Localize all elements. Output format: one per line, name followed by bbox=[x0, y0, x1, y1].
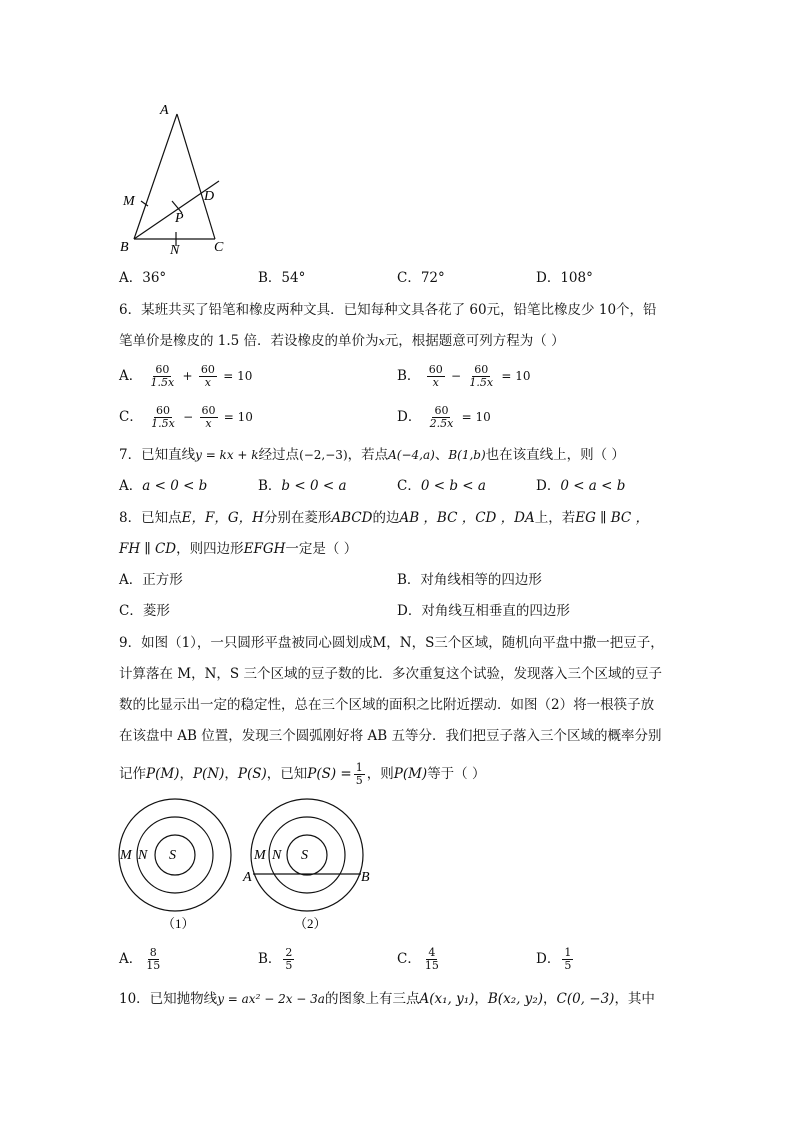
option-label: C． bbox=[397, 478, 421, 494]
numerator: 60 bbox=[474, 363, 489, 376]
fig2-region-m: M bbox=[254, 848, 266, 863]
q8-shape: ABCD bbox=[331, 510, 373, 526]
numerator: 4 bbox=[428, 946, 436, 959]
q9-pm: P(M) bbox=[146, 766, 180, 782]
q9-option-c[interactable] bbox=[397, 942, 443, 976]
q9-line-1: 9．如图（1），一只圆形平盘被同心圆划成M，N，S三个区域，随机向平盘中撒一把豆子， bbox=[119, 635, 664, 651]
q8-text: 上，若 bbox=[534, 510, 576, 526]
option-label: A． bbox=[119, 478, 143, 494]
q10-stem bbox=[119, 989, 655, 1009]
q8-option-a[interactable]: A．正方形 bbox=[119, 572, 183, 588]
q7-text: 也在该直线上，则（ ） bbox=[485, 447, 625, 463]
q7-point-b: B(1,b) bbox=[448, 448, 486, 462]
denominator: 15 bbox=[146, 959, 161, 972]
q9-text: ，则 bbox=[366, 766, 394, 782]
fig1-region-s: S bbox=[169, 848, 176, 863]
q7-point: (−2,−3) bbox=[299, 448, 348, 462]
option-label: D． bbox=[397, 409, 422, 425]
denominator: 1.5x bbox=[150, 376, 175, 389]
q7-equation: y = kx + k bbox=[195, 448, 259, 462]
q9-option-d[interactable] bbox=[536, 942, 575, 976]
q8-option-d[interactable]: D．对角线互相垂直的四边形 bbox=[397, 603, 570, 619]
q9-text: 记作 bbox=[119, 766, 146, 782]
fig2-region-n: N bbox=[272, 848, 282, 863]
q9-ps: P(S) bbox=[237, 766, 267, 782]
q7-option-b[interactable] bbox=[258, 476, 347, 496]
q5-option-d[interactable]: D．108° bbox=[536, 270, 593, 286]
fig2-caption: （2） bbox=[294, 916, 327, 931]
rhs: = 10 bbox=[223, 410, 253, 424]
numerator: 1 bbox=[355, 761, 363, 774]
q5-option-b[interactable]: B．54° bbox=[258, 270, 306, 286]
q7-option-d[interactable] bbox=[536, 476, 625, 496]
q5-option-c[interactable]: C．72° bbox=[397, 270, 445, 286]
q7-text: 经过点 bbox=[258, 447, 300, 463]
option-label: C． bbox=[119, 409, 143, 425]
fraction bbox=[283, 947, 294, 972]
q6-variable: x bbox=[378, 335, 385, 348]
fraction bbox=[149, 364, 177, 389]
denominator: x bbox=[432, 376, 439, 389]
q9-text: ，已知 bbox=[266, 766, 308, 782]
q6-option-b[interactable] bbox=[397, 360, 531, 392]
denominator: 5 bbox=[355, 774, 363, 787]
q10-text: 10．已知抛物线 bbox=[119, 991, 218, 1007]
q8-condition: EG ∥ BC ， bbox=[575, 510, 649, 526]
denominator: x bbox=[205, 417, 212, 430]
vertex-a-label: A bbox=[160, 103, 169, 118]
q8-option-c[interactable]: C．菱形 bbox=[119, 603, 170, 619]
point-m-label: M bbox=[123, 194, 135, 209]
fraction bbox=[354, 762, 365, 787]
q8-text: ，则四边形 bbox=[176, 541, 244, 557]
fraction bbox=[428, 405, 456, 430]
option-label: D． bbox=[536, 951, 561, 967]
rhs: = 10 bbox=[461, 410, 491, 424]
numerator: 1 bbox=[564, 946, 572, 959]
q9-ask: P(M) bbox=[393, 766, 428, 782]
point-p-label: P bbox=[175, 211, 184, 226]
numerator: 8 bbox=[149, 946, 157, 959]
q9-sep: ， bbox=[224, 766, 238, 782]
q7-text: ，若点 bbox=[347, 447, 389, 463]
q9-given: P(S) = bbox=[307, 766, 352, 782]
q7-sep: 、 bbox=[434, 447, 449, 463]
numerator: 60 bbox=[200, 363, 215, 376]
q8-option-b[interactable]: B．对角线相等的四边形 bbox=[397, 572, 542, 588]
fig1-caption: （1） bbox=[162, 916, 195, 931]
q8-line-1 bbox=[119, 508, 649, 528]
q9-line-5 bbox=[119, 757, 485, 791]
q6-text-end: 元，根据题意可列方程为（ ） bbox=[384, 333, 565, 349]
fig2-point-a: A bbox=[243, 870, 252, 885]
fraction bbox=[423, 947, 441, 972]
vertex-c-label: C bbox=[214, 240, 224, 255]
triangle-figure bbox=[110, 98, 250, 258]
q7-option-c[interactable] bbox=[397, 476, 486, 496]
q10-equation: y = ax² − 2x − 3a bbox=[217, 992, 325, 1006]
q7-option-a[interactable] bbox=[119, 476, 207, 496]
denominator: 5 bbox=[285, 959, 293, 972]
q6-text: 笔单价是橡皮的 1.5 倍．若设橡皮的单价为 bbox=[119, 333, 379, 349]
denominator: x bbox=[204, 376, 212, 389]
q8-condition: FH ∥ CD bbox=[119, 541, 177, 557]
denominator: 1.5x bbox=[151, 417, 175, 430]
option-label: B． bbox=[397, 368, 421, 384]
q6-line-1: 6．某班共买了铅笔和橡皮两种文具．已知每种文具各花了 60元，铅笔比橡皮少 10个，铅 bbox=[119, 302, 657, 318]
option-label: A． bbox=[119, 951, 143, 967]
q7-point-a: A(−4,a) bbox=[388, 448, 435, 462]
denominator: 2.5x bbox=[429, 417, 454, 430]
q8-points: E，F，G，H bbox=[181, 510, 264, 526]
q9-sep: ， bbox=[179, 766, 193, 782]
q10-sep: ， bbox=[543, 991, 557, 1007]
numerator: 60 bbox=[428, 363, 443, 376]
fraction bbox=[149, 405, 177, 430]
q9-option-b[interactable] bbox=[258, 942, 296, 976]
q8-line-2 bbox=[119, 539, 357, 559]
q6-option-a[interactable] bbox=[119, 360, 252, 392]
q10-point-b: B(x₂, y₂) bbox=[487, 991, 543, 1007]
denominator: 1.5x bbox=[469, 376, 494, 389]
rhs: = 10 bbox=[223, 369, 253, 383]
concentric-circles-figures bbox=[112, 797, 382, 937]
q8-text: 分别在菱形 bbox=[263, 510, 332, 526]
option-math: a < 0 < b bbox=[142, 478, 208, 494]
q8-text: 一定是（ ） bbox=[285, 541, 358, 557]
q8-text: 8．已知点 bbox=[119, 510, 182, 526]
q8-text: 的边 bbox=[372, 510, 400, 526]
fraction bbox=[467, 364, 495, 389]
point-d-label: D bbox=[204, 189, 215, 204]
q8-shape: EFGH bbox=[243, 541, 286, 557]
option-math: 0 < a < b bbox=[560, 478, 626, 494]
fraction bbox=[144, 947, 162, 972]
q6-option-c[interactable] bbox=[119, 401, 253, 433]
q9-line-3: 数的比显示出一定的稳定性，总在三个区域的面积之比附近摆动．如图（2）将一根筷子放 bbox=[119, 697, 655, 713]
numerator: 60 bbox=[201, 404, 216, 417]
numerator: 60 bbox=[155, 363, 170, 376]
denominator: 5 bbox=[564, 959, 572, 972]
option-math: 0 < b < a bbox=[420, 478, 486, 494]
q9-option-a[interactable] bbox=[119, 942, 164, 976]
q9-text: 等于（ ） bbox=[427, 766, 486, 782]
q10-text: ，其中 bbox=[614, 991, 655, 1007]
option-label: D． bbox=[536, 478, 561, 494]
q8-sides: AB ，BC ，CD ，DA bbox=[399, 510, 535, 526]
fig1-region-n: N bbox=[138, 848, 148, 863]
option-label: C． bbox=[397, 951, 421, 967]
fraction bbox=[562, 947, 573, 972]
q10-sep: ， bbox=[474, 991, 488, 1007]
q9-pn: P(N) bbox=[192, 766, 225, 782]
denominator: 15 bbox=[424, 959, 439, 972]
numerator: 2 bbox=[285, 946, 293, 959]
fraction bbox=[199, 364, 217, 389]
q6-option-d[interactable] bbox=[397, 401, 491, 433]
q9-line-2: 计算落在 M，N，S 三个区域的豆子数的比．多次重复这个试验，发现落入三个区域的豆子 bbox=[119, 666, 662, 682]
operator: − bbox=[183, 410, 194, 424]
vertex-b-label: B bbox=[120, 240, 129, 255]
point-n-label: N bbox=[170, 243, 180, 258]
option-label: B． bbox=[258, 951, 282, 967]
rhs: = 10 bbox=[501, 369, 531, 383]
q10-point-c: C(0, −3) bbox=[556, 991, 615, 1007]
operator: − bbox=[451, 369, 462, 383]
operator: + bbox=[182, 369, 193, 383]
numerator: 60 bbox=[434, 404, 449, 417]
q7-stem bbox=[119, 445, 625, 465]
fig2-point-b: B bbox=[361, 870, 370, 885]
option-label: A． bbox=[119, 368, 143, 384]
fig2-region-s: S bbox=[301, 848, 308, 863]
q9-line-4: 在该盘中 AB 位置，发现三个圆弧刚好将 AB 五等分．我们把豆子落入三个区域的概率分别 bbox=[119, 728, 662, 744]
fig1-region-m: M bbox=[120, 848, 132, 863]
option-label: B． bbox=[258, 478, 282, 494]
q10-text: 的图象上有三点 bbox=[324, 991, 420, 1007]
q7-text: 7．已知直线 bbox=[119, 447, 196, 463]
fraction bbox=[427, 364, 445, 389]
q10-point-a: A(x₁, y₁) bbox=[419, 991, 475, 1007]
option-math: b < 0 < a bbox=[281, 478, 347, 494]
q5-option-a[interactable]: A．36° bbox=[119, 270, 167, 286]
fraction bbox=[200, 405, 218, 430]
numerator: 60 bbox=[155, 404, 170, 417]
q6-line-2 bbox=[119, 331, 565, 352]
